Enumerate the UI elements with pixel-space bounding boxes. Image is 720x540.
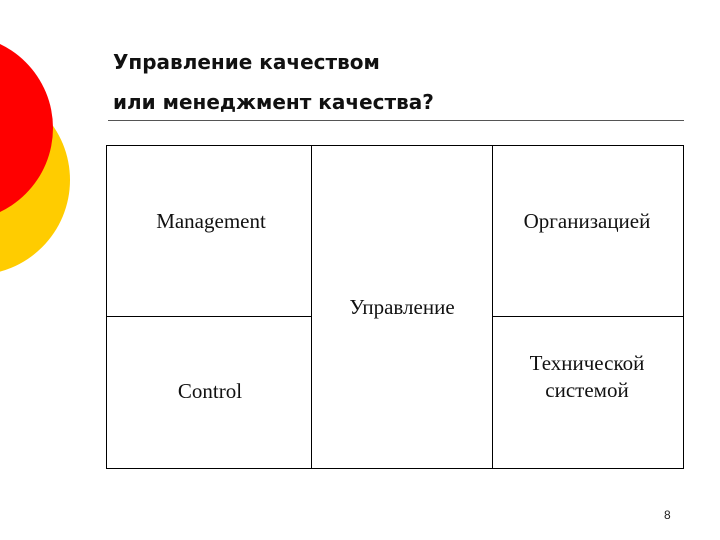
decorative-circles bbox=[0, 0, 80, 290]
title-line-1: Управление качеством bbox=[113, 50, 380, 74]
label-management: Management bbox=[156, 209, 266, 233]
label-center: Управление bbox=[320, 294, 484, 321]
title-line-2: или менеджмент качества? bbox=[113, 90, 434, 114]
label-control: Control bbox=[177, 379, 243, 403]
label-technical-system bbox=[498, 350, 676, 404]
label-organization: Организацией bbox=[523, 209, 651, 233]
title-divider bbox=[108, 120, 684, 121]
slide-title bbox=[113, 42, 673, 122]
technical-line-2: системой bbox=[545, 378, 629, 402]
page-number: 8 bbox=[664, 508, 671, 522]
technical-line-1: Технической bbox=[529, 351, 645, 375]
